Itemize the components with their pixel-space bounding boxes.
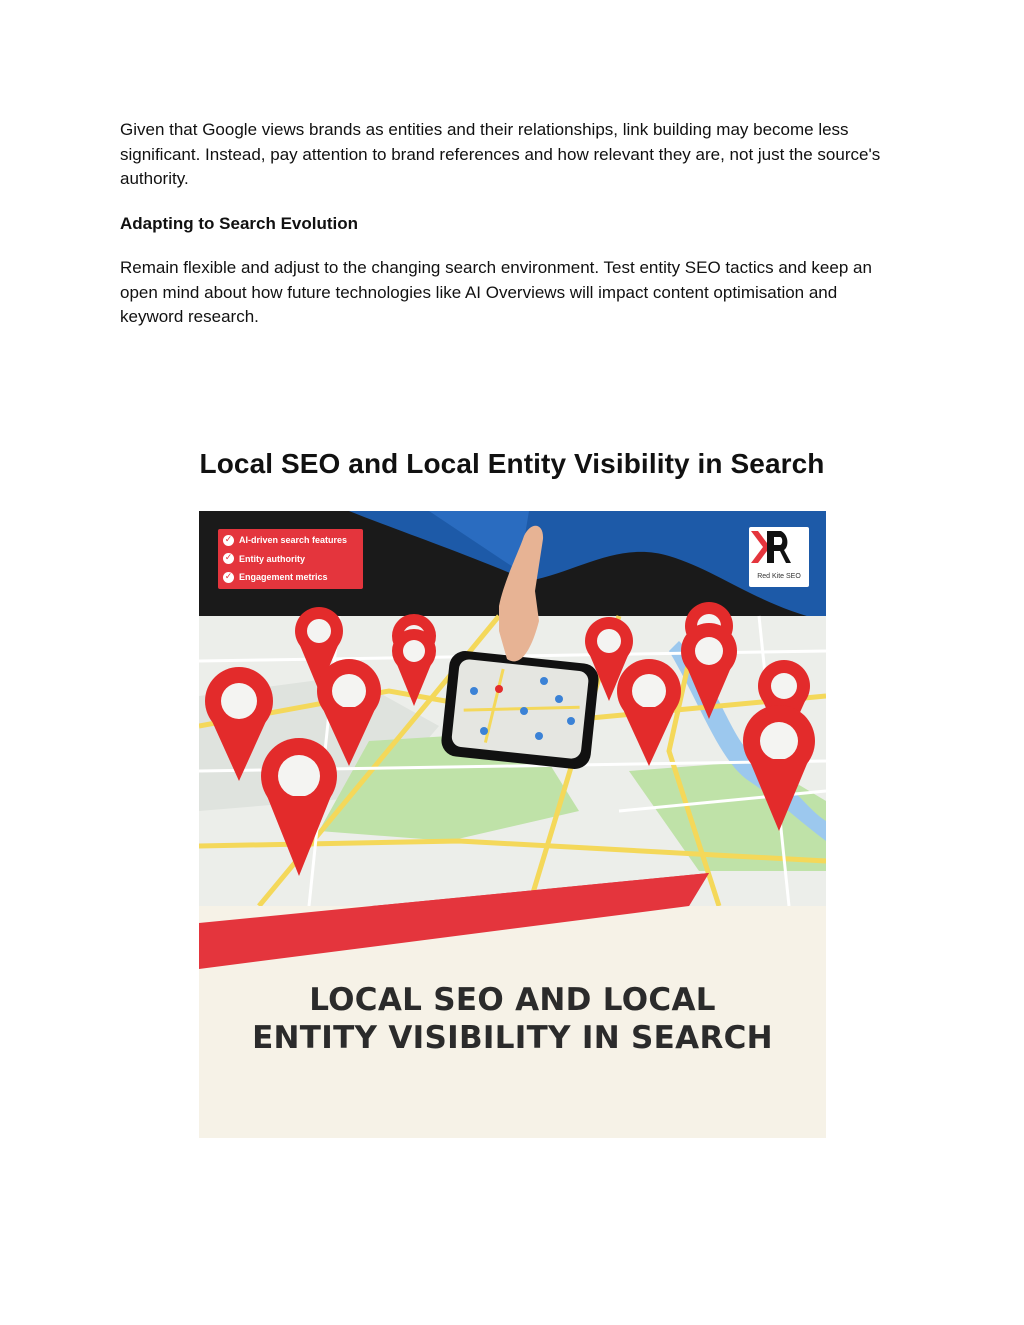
paragraph-search-evolution: Remain flexible and adjust to the changing search environment. Test entity SEO tactics and keep an open mind about how future technologies like AI Overviews will impact content optimisation and keyword research. xyxy=(120,258,872,326)
badge-label: Engagement metrics xyxy=(239,572,328,583)
smartphone-graphic xyxy=(440,649,600,770)
local-seo-hero-image xyxy=(199,511,826,1138)
check-circle-icon: ✓ xyxy=(224,571,233,582)
paragraph-link-building: Given that Google views brands as entities and their relationships, link building may become less significant. Instead, pay attention to brand references and how relevant they are, not just the source's authority. xyxy=(120,120,881,188)
kite-r-logo-icon xyxy=(749,527,791,567)
hero-caption-line-1: LOCAL SEO AND LOCAL xyxy=(309,982,716,1018)
hero-caption xyxy=(199,981,826,1057)
badge-label: AI-driven search features xyxy=(239,535,348,546)
heading-adapting-to-search-evolution: Adapting to Search Evolution xyxy=(120,214,359,233)
badge-item xyxy=(218,550,363,569)
logo-text: Red Kite SEO xyxy=(757,573,801,580)
check-circle-icon: ✓ xyxy=(224,553,233,564)
feature-badge-list xyxy=(218,529,363,589)
hero-caption-line-2: ENTITY VISIBILITY IN SEARCH xyxy=(252,1020,773,1056)
check-circle-icon: ✓ xyxy=(224,534,233,545)
badge-label: Entity authority xyxy=(239,553,306,564)
section-title: Local SEO and Local Entity Visibility in Search xyxy=(199,448,825,479)
badge-item xyxy=(218,531,363,550)
badge-item xyxy=(218,568,363,587)
red-kite-seo-logo xyxy=(749,527,809,587)
